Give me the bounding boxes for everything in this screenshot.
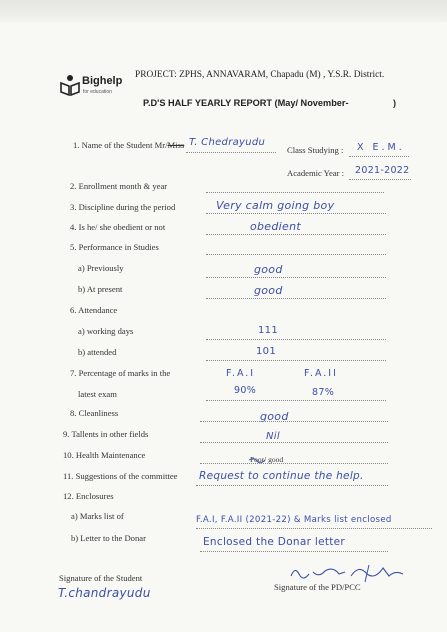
student-signature: T.chandrayudu (58, 586, 151, 600)
marks-list-label: a) Marks list of (71, 511, 124, 521)
performance-line (206, 254, 386, 255)
fa1-value: 90% (234, 385, 257, 396)
report-title-end: ) (393, 98, 397, 108)
brand-tagline: for education (83, 89, 112, 95)
scan-shadow (0, 0, 447, 22)
working-days-value: 111 (258, 325, 278, 336)
student-signature-label: Signature of the Student (59, 573, 143, 583)
student-name-label (73, 140, 184, 150)
enrollment-line (206, 192, 384, 193)
discipline-value: Very calm going boy (216, 199, 335, 212)
class-label: Class Studying : (287, 145, 344, 155)
health-printed-options: Poor/ good (250, 455, 284, 464)
cleanliness-value: good (260, 410, 289, 423)
previously-line (206, 277, 386, 278)
obedient-value: obedient (250, 220, 301, 233)
working-days-label: a) working days (78, 326, 134, 336)
marks-list-value: F.A.I, F.A.II (2021-22) & Marks list enclosed (196, 515, 392, 525)
marks-label-2: latest exam (78, 389, 117, 399)
enrollment-label: 2. Enrollment month & year (70, 181, 168, 191)
student-name-line (186, 152, 276, 153)
marks-label-1: 7. Percentage of marks in the (70, 368, 171, 378)
marks-list-line (196, 528, 432, 529)
fa2-label: F.A.II (304, 368, 338, 379)
working-days-line (206, 339, 386, 340)
marks-line (206, 400, 386, 401)
previously-label: a) Previously (78, 263, 124, 273)
student-name-value: T. Chedrayudu (189, 137, 266, 148)
year-value: 2021-2022 (355, 165, 410, 176)
cleanliness-label: 8. Cleanliness (70, 408, 119, 418)
enclosures-label: 12. Enclosures (63, 491, 114, 501)
suggestions-label: 11. Suggestions of the committee (63, 471, 178, 481)
obedient-line (206, 234, 386, 235)
class-line (349, 156, 409, 157)
brand-name: Bighelp (82, 75, 123, 87)
year-line (349, 179, 411, 180)
attendance-label: 6. Attendance (70, 305, 118, 315)
talents-value: Nil (266, 431, 280, 442)
cleanliness-line (200, 421, 388, 422)
obedient-label: 4. Is he/ she obedient or not (70, 222, 166, 232)
talents-label: 9. Tallents in other fields (63, 429, 149, 439)
pd-signature-label: Signature of the PD/PCC (274, 582, 361, 592)
health-label: 10. Health Maintenance (63, 450, 146, 460)
student-name-label-text: 1. Name of the Student Mr/ (73, 140, 168, 150)
book-person-icon (60, 74, 80, 96)
letter-value: Enclosed the Donar letter (203, 536, 346, 548)
letter-label: b) Letter to the Donar (71, 533, 146, 543)
attended-line (206, 360, 386, 361)
year-label: Academic Year : (287, 168, 345, 178)
suggestions-line (196, 485, 388, 486)
performance-label: 5. Performance in Studies (70, 242, 159, 252)
suggestions-value: Request to continue the help. (199, 470, 364, 482)
class-value: X E.M. (357, 142, 405, 153)
discipline-label: 3. Discipline during the period (70, 202, 176, 212)
letter-line (200, 551, 388, 552)
attended-label: b) attended (78, 347, 117, 357)
health-line (200, 463, 388, 464)
strikethrough-title: Miss (167, 140, 185, 150)
talents-line (200, 442, 388, 443)
report-title: P.D'S HALF YEARLY REPORT (May/ November- (143, 98, 349, 108)
previously-value: good (254, 263, 283, 276)
fa2-value: 87% (312, 387, 335, 398)
present-line (206, 298, 386, 299)
fa1-label: F.A.I (226, 368, 256, 379)
bighelp-logo (60, 72, 124, 102)
attended-value: 101 (256, 346, 276, 357)
discipline-line (206, 213, 386, 214)
present-label: b) At present (78, 284, 123, 294)
project-line: PROJECT: ZPHS, ANNAVARAM, Chapadu (M) , Y.S.R. District. (135, 70, 385, 80)
present-value: good (254, 284, 283, 297)
